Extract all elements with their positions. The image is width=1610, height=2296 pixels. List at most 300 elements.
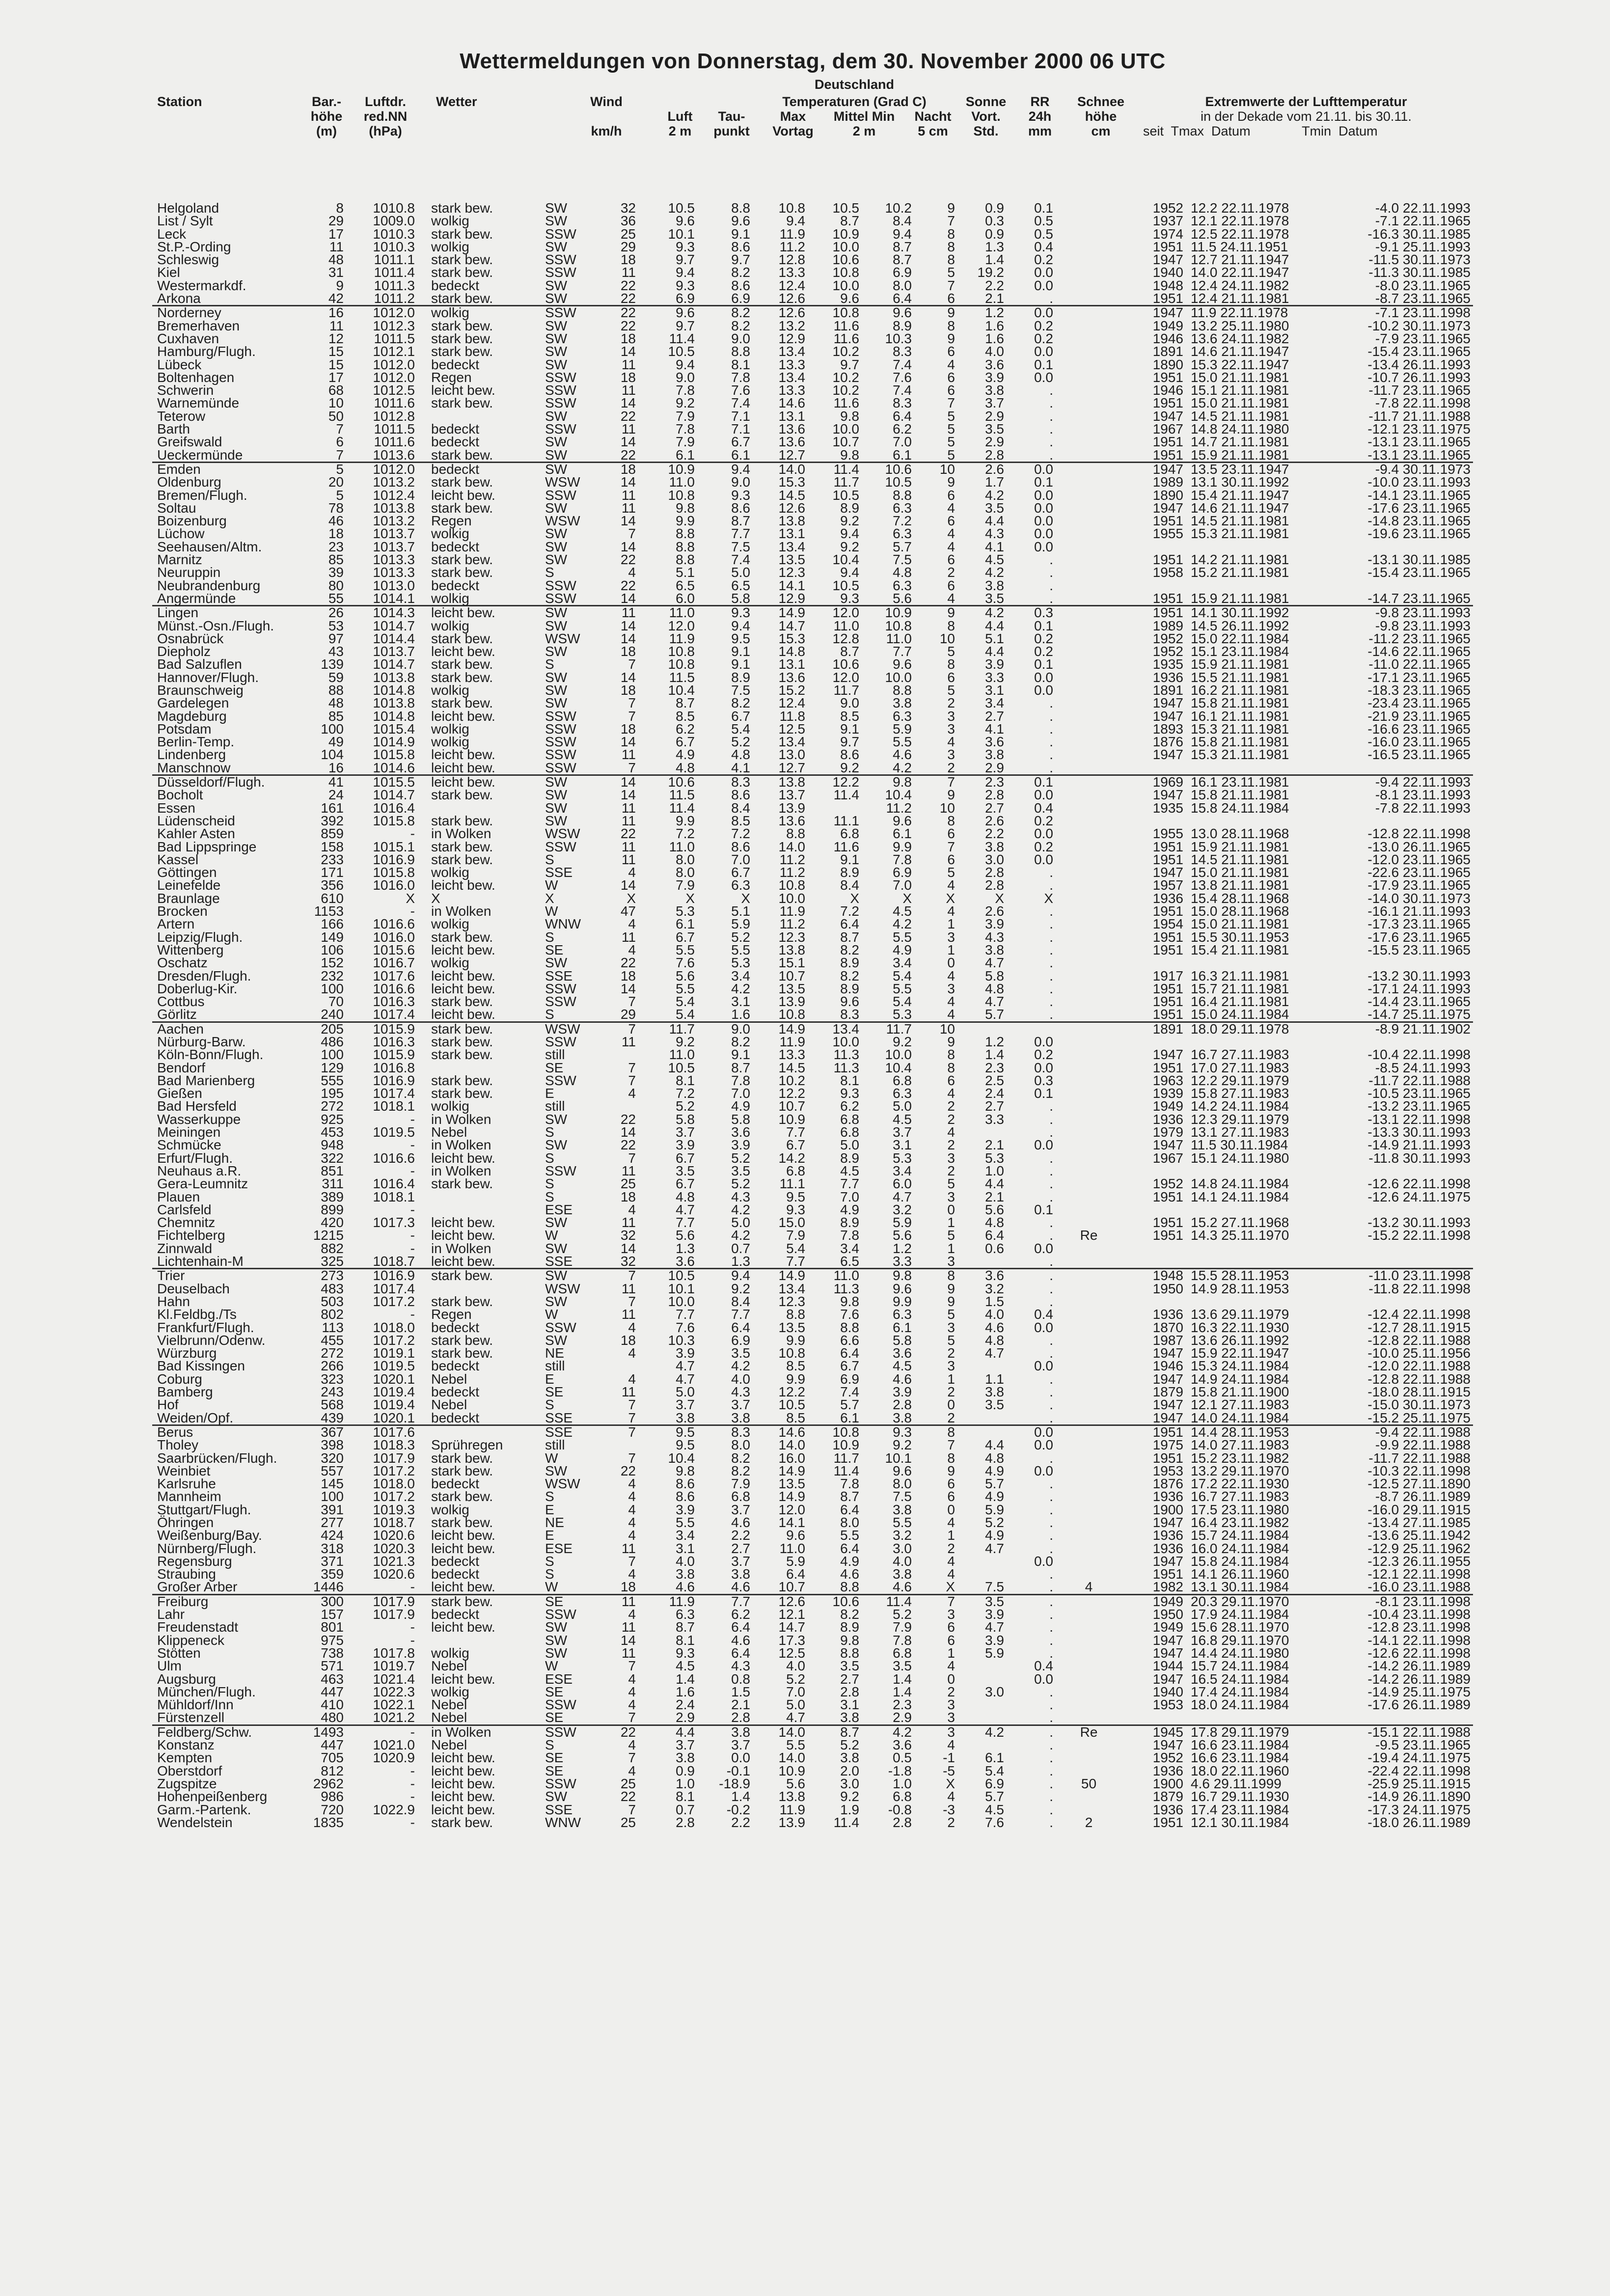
cell-wetter: leicht bew. [431, 1750, 495, 1766]
cell-mittel: 11.7 [833, 682, 859, 698]
cell-max: 10.7 [778, 968, 805, 984]
cell-min: 7.9 [893, 1619, 912, 1635]
cell-tmax: 15.5 21.11.1981 [1191, 669, 1289, 685]
cell-wind-dir: SSW [545, 1724, 576, 1740]
cell-tmin: -13.4 26.11.1993 [1367, 356, 1471, 372]
cell-max: 12.6 [778, 500, 805, 516]
cell-mittel: 6.9 [840, 1371, 859, 1387]
cell-mittel: 3.0 [840, 1776, 859, 1791]
cell-max: 11.1 [779, 1176, 805, 1192]
cell-luftdruck: 1022.1 [373, 1697, 415, 1713]
cell-nacht: 5 [947, 421, 955, 437]
cell-sonne: 2.8 [985, 787, 1004, 803]
table-row [152, 748, 1473, 761]
cell-tmin: -8.7 26.11.1989 [1375, 1489, 1471, 1504]
cell-luftdruck: 1016.8 [373, 1060, 415, 1075]
cell-tmax: 15.8 24.11.1984 [1191, 800, 1289, 816]
cell-station: Gießen [157, 1086, 202, 1101]
table-row [152, 345, 1473, 358]
table-row [152, 566, 1473, 579]
cell-tmin: -10.4 22.11.1998 [1367, 1047, 1471, 1063]
cell-tmax: 17.5 23.11.1980 [1191, 1502, 1289, 1517]
cell-luft-2m: 9.3 [676, 277, 695, 293]
cell-wetter: bedeckt [431, 277, 480, 293]
cell-station: Würzburg [157, 1345, 217, 1361]
cell-luftdruck: 1016.0 [373, 877, 415, 893]
cell-rr: 0.0 [1034, 1553, 1053, 1569]
cell-luftdruck: 1020.6 [373, 1528, 415, 1543]
cell-tmax: 13.0 28.11.1968 [1191, 826, 1289, 842]
cell-tmin: -22.4 22.11.1998 [1367, 1763, 1471, 1778]
cell-rr: 0.0 [1034, 265, 1053, 280]
cell-rr: . [1049, 1176, 1053, 1192]
cell-min: 4.2 [893, 1724, 912, 1740]
cell-max: 9.5 [786, 1189, 805, 1204]
cell-bar-hoehe: 899 [321, 1202, 344, 1217]
cell-bar-hoehe: 859 [321, 826, 344, 842]
cell-tmax: 15.3 21.11.1981 [1191, 526, 1289, 542]
cell-taupunkt: 8.2 [731, 1463, 750, 1478]
cell-nacht: 9 [947, 474, 955, 490]
cell-wind-speed: 4 [628, 1514, 636, 1530]
cell-max: 14.9 [778, 605, 805, 621]
cell-max: 7.7 [786, 1124, 805, 1140]
cell-taupunkt: 7.0 [731, 851, 750, 867]
cell-rr: . [1049, 708, 1053, 724]
cell-wetter: bedeckt [431, 1607, 480, 1622]
cell-wind-speed: 4 [628, 1671, 636, 1687]
cell-nacht: 5 [947, 265, 955, 280]
cell-tmax: 14.0 24.11.1984 [1191, 1410, 1289, 1425]
table-row [152, 1698, 1473, 1711]
cell-station: Freiburg [157, 1593, 209, 1609]
cell-wetter: leicht bew. [431, 760, 495, 775]
cell-wetter: stark bew. [431, 1345, 493, 1361]
cell-max: 8.8 [786, 826, 805, 842]
cell-wind-speed: 14 [620, 669, 636, 685]
cell-min: 5.0 [893, 1098, 912, 1114]
cell-seit: 1948 [1152, 1268, 1183, 1284]
table-row [152, 579, 1473, 592]
cell-station: Mühldorf/Inn [157, 1697, 234, 1713]
cell-rr: . [1049, 955, 1053, 971]
cell-taupunkt: 9.0 [731, 474, 750, 490]
cell-tmax: 15.1 24.11.1980 [1191, 1150, 1289, 1166]
cell-min: 5.4 [893, 994, 912, 1010]
cell-wetter: leicht bew. [431, 981, 495, 996]
cell-tmax: 13.1 30.11.1992 [1191, 474, 1289, 490]
cell-wetter: leicht bew. [431, 1579, 495, 1595]
cell-sonne: 4.3 [985, 526, 1004, 542]
cell-seit: 1951 [1152, 929, 1183, 945]
cell-tmax: 16.2 21.11.1981 [1191, 682, 1289, 698]
cell-wind-speed: 4 [628, 1566, 636, 1582]
cell-seit: 1975 [1152, 1437, 1183, 1453]
cell-luft-2m: 4.6 [676, 1579, 695, 1595]
cell-wetter: leicht bew. [431, 1540, 495, 1556]
cell-rr: 0.2 [1034, 839, 1053, 854]
cell-luft-2m: 4.5 [676, 1658, 695, 1674]
cell-tmin: -8.1 23.11.1993 [1375, 787, 1471, 803]
cell-bar-hoehe: 882 [321, 1240, 344, 1256]
table-row [152, 1177, 1473, 1190]
cell-tmin: -14.7 23.11.1965 [1367, 590, 1471, 606]
cell-nacht: 6 [947, 1072, 955, 1088]
cell-luft-2m: 5.2 [676, 1098, 695, 1114]
cell-min: 8.8 [893, 682, 912, 698]
cell-max: 14.0 [778, 1437, 805, 1453]
cell-sonne: 1.6 [985, 330, 1004, 346]
cell-station: Weinbiet [157, 1463, 211, 1478]
cell-luftdruck: - [410, 1202, 415, 1217]
cell-min: 11.2 [886, 800, 912, 816]
cell-min: 3.6 [893, 1737, 912, 1753]
cell-tmax: 15.0 21.11.1981 [1191, 916, 1289, 932]
cell-tmin: -12.8 22.11.1988 [1367, 1371, 1471, 1387]
cell-mittel: 6.4 [840, 916, 859, 932]
cell-taupunkt: 6.8 [731, 1489, 750, 1504]
cell-mittel: 10.8 [832, 265, 859, 280]
header-temperaturen: Temperaturen (Grad C) [782, 94, 927, 109]
cell-wind-dir: SW [545, 461, 568, 477]
cell-wind-dir: NE [545, 1514, 564, 1530]
cell-min: 11.0 [886, 630, 912, 646]
cell-station: Leinefelde [157, 877, 221, 893]
cell-luftdruck: 1018.3 [373, 1437, 415, 1453]
cell-rr: . [1049, 1737, 1053, 1753]
cell-mittel: 9.2 [840, 760, 859, 775]
cell-rr: 0.0 [1034, 851, 1053, 867]
cell-wetter: wolkig [431, 618, 469, 633]
cell-seit: 1951 [1152, 1215, 1183, 1230]
cell-tmax: 16.7 27.11.1983 [1191, 1489, 1289, 1504]
cell-sonne: 4.4 [985, 644, 1004, 659]
cell-bar-hoehe: 106 [321, 942, 344, 957]
cell-min: 8.4 [893, 213, 912, 229]
cell-wind-dir: SSW [545, 369, 576, 385]
cell-min: 1.2 [893, 1240, 912, 1256]
cell-rr: 0.0 [1034, 1240, 1053, 1256]
cell-luft-2m: 5.4 [676, 1007, 695, 1022]
cell-wind-speed: 36 [620, 213, 636, 229]
cell-nacht: 8 [947, 656, 955, 672]
cell-min: 10.5 [885, 474, 912, 490]
cell-tmax: 16.7 27.11.1983 [1191, 1047, 1289, 1063]
cell-luftdruck: 1012.0 [373, 305, 415, 321]
cell-tmax: 13.1 27.11.1983 [1191, 1124, 1289, 1140]
cell-luftdruck: 1022.9 [373, 1802, 415, 1817]
cell-luft-2m: 8.7 [676, 695, 695, 711]
cell-bar-hoehe: 59 [328, 669, 344, 685]
cell-wetter: stark bew. [431, 265, 493, 280]
cell-wetter: wolkig [431, 865, 469, 880]
cell-luft-2m: 10.5 [668, 1268, 695, 1284]
cell-rr: . [1049, 903, 1053, 919]
cell-wetter: leicht bew. [431, 708, 495, 724]
cell-wind-dir: WSW [545, 513, 580, 529]
cell-wetter: stark bew. [431, 565, 493, 580]
cell-luft-2m: 5.6 [676, 968, 695, 984]
cell-wind-speed: 4 [628, 1489, 636, 1504]
cell-mittel: 10.9 [832, 226, 859, 242]
cell-wetter: bedeckt [431, 1566, 480, 1582]
cell-min: 3.2 [893, 1202, 912, 1217]
cell-taupunkt: 9.0 [731, 1021, 750, 1037]
cell-tmax: 15.2 23.11.1982 [1191, 1450, 1289, 1466]
cell-tmax: 14.9 28.11.1953 [1191, 1281, 1289, 1296]
cell-min: 7.5 [893, 552, 912, 568]
cell-luftdruck: 1010.8 [373, 200, 415, 216]
cell-rr: . [1049, 408, 1053, 424]
cell-wetter: leicht bew. [431, 968, 495, 984]
cell-wind-dir: SW [545, 800, 568, 816]
cell-station: Deuselbach [157, 1281, 230, 1296]
cell-rr: 0.1 [1034, 474, 1053, 490]
cell-tmin: -10.2 30.11.1973 [1367, 318, 1471, 333]
cell-mittel: 8.1 [840, 1072, 859, 1088]
cell-sonne: 2.7 [985, 1098, 1004, 1114]
cell-wetter: wolkig [431, 213, 469, 229]
cell-luftdruck: 1016.0 [373, 929, 415, 945]
cell-schnee: 4 [1085, 1579, 1093, 1595]
cell-luft-2m: 6.1 [676, 447, 695, 463]
cell-bar-hoehe: 323 [321, 1371, 344, 1387]
cell-max: 8.5 [786, 1358, 805, 1374]
cell-luft-2m: 1.0 [676, 1776, 695, 1791]
cell-bar-hoehe: 129 [321, 1060, 344, 1075]
cell-station: Marnitz [157, 552, 202, 568]
cell-min: 3.8 [893, 1566, 912, 1582]
cell-seit: 1953 [1152, 1697, 1183, 1713]
cell-bar-hoehe: 157 [321, 1607, 344, 1622]
cell-seit: 1951 [1152, 513, 1183, 529]
cell-max: 11.2 [779, 865, 805, 880]
cell-luftdruck: 1013.7 [373, 526, 415, 542]
cell-seit: 1951 [1152, 1189, 1183, 1204]
cell-bar-hoehe: 322 [321, 1150, 344, 1166]
cell-seit: 1947 [1152, 1047, 1183, 1063]
cell-tmin: -17.1 24.11.1993 [1367, 981, 1471, 996]
cell-min: 6.3 [893, 577, 912, 593]
cell-tmax: 16.0 24.11.1984 [1191, 1540, 1289, 1556]
cell-min: 10.4 [885, 787, 912, 803]
cell-nacht: 5 [947, 682, 955, 698]
cell-mittel: 8.2 [840, 1607, 859, 1622]
cell-bar-hoehe: 8 [336, 200, 344, 216]
cell-max: 13.6 [778, 669, 805, 685]
cell-max: 13.6 [778, 434, 805, 450]
cell-taupunkt: 8.8 [731, 344, 750, 359]
cell-seit: 1989 [1152, 474, 1183, 490]
cell-mittel: 11.7 [833, 474, 859, 490]
table-row [152, 592, 1473, 605]
cell-bar-hoehe: 23 [328, 539, 344, 554]
cell-bar-hoehe: 195 [321, 1086, 344, 1101]
cell-wetter: stark bew. [431, 1176, 493, 1192]
cell-seit: 1891 [1152, 344, 1183, 359]
cell-seit: 1936 [1152, 1540, 1183, 1556]
cell-rr: . [1049, 994, 1053, 1010]
cell-wetter: Nebel [431, 1658, 467, 1674]
cell-sonne: 3.9 [985, 656, 1004, 672]
cell-wetter: stark bew. [431, 630, 493, 646]
cell-min: -0.8 [888, 1802, 912, 1817]
cell-rr: . [1049, 1632, 1053, 1648]
cell-station: Seehausen/Altm. [157, 539, 262, 554]
cell-bar-hoehe: 300 [321, 1593, 344, 1609]
cell-max: 10.9 [778, 1111, 805, 1127]
cell-bar-hoehe: 801 [321, 1619, 344, 1635]
cell-bar-hoehe: 738 [321, 1645, 344, 1661]
cell-nacht: 10 [939, 461, 955, 477]
cell-min: 6.9 [893, 265, 912, 280]
cell-taupunkt: 4.3 [731, 1658, 750, 1674]
cell-rr: . [1049, 721, 1053, 737]
cell-max: 13.4 [778, 1281, 805, 1296]
cell-min: 8.8 [893, 487, 912, 503]
cell-mittel: 6.5 [840, 1254, 859, 1269]
cell-luft-2m: 8.8 [676, 552, 695, 568]
cell-luftdruck: 1013.2 [373, 474, 415, 490]
cell-station: Dresden/Flugh. [157, 968, 251, 984]
cell-luftdruck: 1017.2 [373, 1463, 415, 1478]
cell-wetter: stark bew. [431, 656, 493, 672]
cell-luftdruck: 1015.8 [373, 747, 415, 763]
cell-wetter: bedeckt [431, 1319, 480, 1335]
cell-nacht: 8 [947, 252, 955, 268]
cell-luft-2m: 3.8 [676, 1410, 695, 1425]
cell-station: Hannover/Flugh. [157, 669, 259, 685]
cell-taupunkt: 6.7 [731, 865, 750, 880]
cell-rr: 0.0 [1034, 1671, 1053, 1687]
cell-wetter: leicht bew. [431, 1619, 495, 1635]
cell-wetter: stark bew. [431, 1450, 493, 1466]
cell-max: 9.9 [786, 1371, 805, 1387]
cell-sonne: 4.9 [985, 1463, 1004, 1478]
cell-luft-2m: 4.7 [676, 1358, 695, 1374]
cell-bar-hoehe: 371 [321, 1553, 344, 1569]
cell-tmin: -14.1 23.11.1965 [1367, 487, 1471, 503]
cell-taupunkt: 7.7 [731, 1307, 750, 1322]
cell-luft-2m: 9.2 [676, 395, 695, 411]
cell-mittel: 4.9 [840, 1553, 859, 1569]
cell-bar-hoehe: 20 [328, 474, 344, 490]
cell-bar-hoehe: 455 [321, 1332, 344, 1348]
cell-rr: . [1049, 383, 1053, 398]
cell-taupunkt: -18.9 [719, 1776, 750, 1791]
cell-wind-dir: SSW [545, 708, 576, 724]
cell-tmax: 18.0 29.11.1978 [1191, 1021, 1289, 1037]
cell-tmin: -16.1 21.11.1993 [1367, 903, 1471, 919]
cell-mittel: 9.2 [840, 1789, 859, 1804]
cell-tmax: 14.1 24.11.1984 [1191, 1189, 1289, 1204]
cell-luftdruck: 1019.5 [373, 1358, 415, 1374]
cell-station: Gera-Leumnitz [157, 1176, 248, 1192]
cell-min: 6.8 [893, 1645, 912, 1661]
cell-seit: 1951 [1152, 1060, 1183, 1075]
cell-wetter: stark bew. [431, 695, 493, 711]
cell-luftdruck: 1013.8 [373, 669, 415, 685]
cell-min: 3.5 [893, 1658, 912, 1674]
cell-nacht: 8 [947, 1268, 955, 1284]
cell-station: Lüchow [157, 526, 205, 542]
cell-luft-2m: 7.8 [676, 383, 695, 398]
cell-station: Boltenhagen [157, 369, 235, 385]
cell-seit: 1947 [1152, 1645, 1183, 1661]
cell-min: 6.2 [893, 421, 912, 437]
cell-max: 14.6 [778, 1424, 805, 1440]
cell-max: 14.2 [778, 1150, 805, 1166]
cell-sonne: 4.1 [985, 721, 1004, 737]
cell-min: 1.4 [893, 1684, 912, 1699]
cell-wind-speed: 7 [628, 1450, 636, 1466]
cell-min: 6.3 [893, 708, 912, 724]
cell-station: Lindenberg [157, 747, 226, 763]
cell-mittel: 3.1 [840, 1697, 859, 1713]
cell-min: 9.9 [893, 1293, 912, 1309]
cell-tmin: -25.9 25.11.1915 [1367, 1776, 1471, 1791]
cell-wind-dir: SSW [545, 421, 576, 437]
cell-wind-speed: 11 [621, 356, 636, 372]
cell-bar-hoehe: 486 [321, 1034, 344, 1049]
cell-nacht: X [946, 1776, 955, 1791]
cell-station: Fichtelberg [157, 1228, 225, 1243]
cell-rr: 0.1 [1034, 356, 1053, 372]
cell-luft-2m: 8.5 [676, 708, 695, 724]
cell-wind-dir: still [545, 1047, 565, 1063]
cell-sonne: 4.8 [985, 1450, 1004, 1466]
cell-wetter: leicht bew. [431, 1802, 495, 1817]
cell-mittel: 3.8 [840, 1750, 859, 1766]
cell-tmax: 14.1 30.11.1992 [1191, 605, 1289, 621]
cell-tmin: -11.7 21.11.1988 [1368, 408, 1471, 424]
cell-wind-dir: SSW [545, 1163, 576, 1178]
cell-station: Leck [157, 226, 187, 242]
cell-tmax: 12.1 22.11.1978 [1191, 213, 1289, 229]
cell-tmin: -19.4 24.11.1975 [1367, 1750, 1471, 1766]
header-mittel-min: Mittel Min 2 m [833, 109, 895, 138]
cell-station: Hahn [157, 1293, 190, 1309]
cell-wind-speed: 7 [628, 695, 636, 711]
cell-luft-2m: 10.1 [668, 226, 695, 242]
cell-mittel: 9.2 [840, 539, 859, 554]
cell-max: 15.2 [778, 682, 805, 698]
cell-bar-hoehe: 12 [328, 330, 344, 346]
cell-wind-speed: 25 [620, 226, 636, 242]
cell-taupunkt: 8.7 [731, 1060, 750, 1075]
cell-station: Arkona [157, 291, 201, 306]
cell-mittel: 4.6 [840, 1566, 859, 1582]
cell-seit: 1936 [1152, 669, 1183, 685]
cell-wind-speed: 18 [620, 1579, 636, 1595]
cell-wind-speed: 7 [628, 1424, 636, 1440]
table-row [152, 1398, 1473, 1411]
cell-mittel: 9.6 [840, 291, 859, 306]
cell-tmax: 12.4 24.11.1982 [1191, 277, 1289, 293]
cell-wind-dir: SSW [545, 487, 576, 503]
cell-taupunkt: 2.2 [731, 1814, 750, 1830]
cell-taupunkt: 5.8 [731, 590, 750, 606]
cell-min: 5.5 [893, 981, 912, 996]
cell-tmax: 14.5 21.11.1981 [1191, 408, 1289, 424]
cell-bar-hoehe: 1215 [313, 1228, 344, 1243]
cell-station: Essen [157, 800, 195, 816]
cell-luft-2m: 7.9 [676, 408, 695, 424]
cell-min: 6.3 [893, 1086, 912, 1101]
cell-wetter: in Wolken [431, 1163, 491, 1178]
cell-mittel: 10.6 [832, 252, 859, 268]
cell-max: 10.5 [778, 1397, 805, 1413]
